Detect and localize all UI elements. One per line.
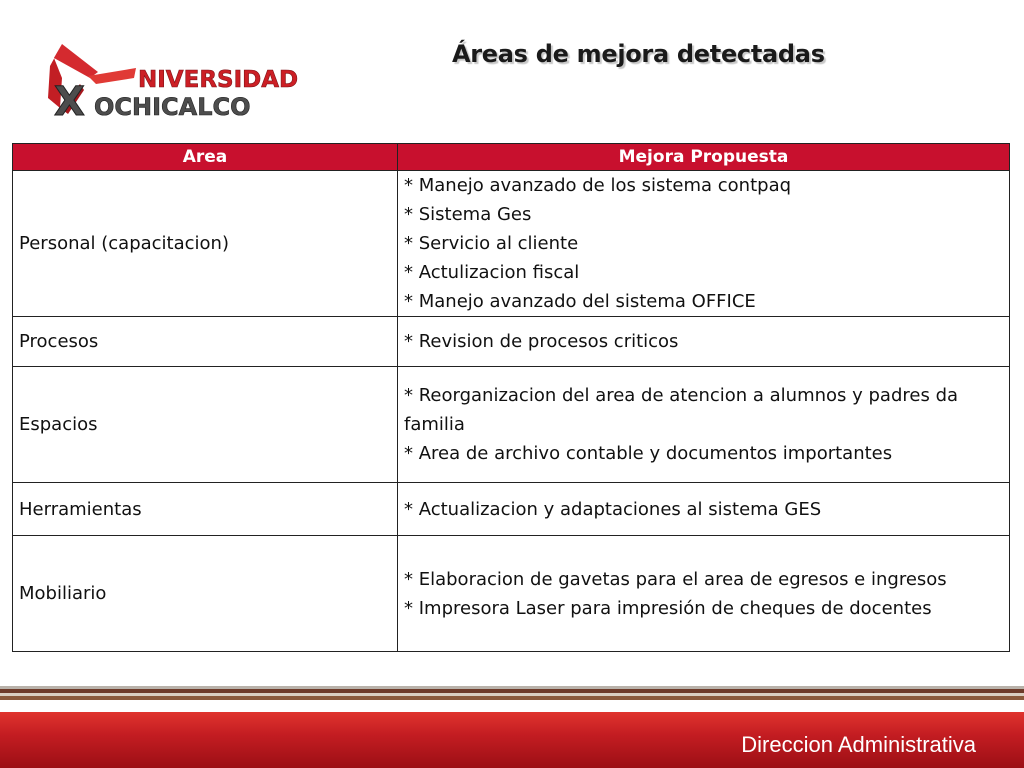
table-row [13, 536, 1010, 652]
mejora-item: * Impresora Laser para impresión de cheques de docentes [404, 597, 932, 619]
footer-text: Direccion Administrativa [741, 732, 976, 757]
mejora-cell [398, 171, 1010, 317]
university-logo [40, 38, 300, 124]
mejora-item: * Servicio al cliente [404, 233, 579, 254]
footer-bar [0, 712, 1024, 768]
area-cell: Herramientas [13, 483, 398, 536]
logo-text-line1: NIVERSIDAD [138, 67, 299, 93]
improvements-table [12, 143, 1010, 652]
area-cell: Espacios [13, 367, 398, 483]
mejora-cell [398, 483, 1010, 536]
table-row [13, 171, 1010, 317]
mejora-item: * Elaboracion de gavetas para el area de egresos e ingresos [404, 568, 947, 590]
mejora-item: * Manejo avanzado del sistema OFFICE [404, 291, 756, 312]
header-area: Area [13, 144, 398, 171]
area-cell: Procesos [13, 317, 398, 367]
table-row [13, 367, 1010, 483]
mejora-item: * Reorganizacion del area de atencion a alumnos y padres da familia [404, 385, 959, 435]
logo-text-line2: OCHICALCO [94, 93, 251, 121]
mejora-item: * Manejo avanzado de los sistema contpaq [404, 175, 792, 196]
area-cell: Mobiliario [13, 536, 398, 652]
mejora-cell [398, 367, 1010, 483]
footer-divider-stripes [0, 686, 1024, 704]
logo-x-letter: X [54, 79, 85, 125]
table-row [13, 317, 1010, 367]
area-cell: Personal (capacitacion) [13, 171, 398, 317]
header-mejora: Mejora Propuesta [398, 144, 1010, 171]
mejora-item: * Sistema Ges [404, 204, 532, 225]
mejora-item: * Area de archivo contable y documentos importantes [404, 443, 893, 464]
mejora-cell [398, 317, 1010, 367]
mejora-item: * Actulizacion fiscal [404, 262, 580, 283]
mejora-cell [398, 536, 1010, 652]
table-header-row [13, 144, 1010, 171]
page-title: Áreas de mejora detectadas [452, 40, 825, 68]
mejora-item: * Actualizacion y adaptaciones al sistema GES [404, 498, 822, 520]
mejora-item: * Revision de procesos criticos [404, 331, 679, 352]
table-row [13, 483, 1010, 536]
